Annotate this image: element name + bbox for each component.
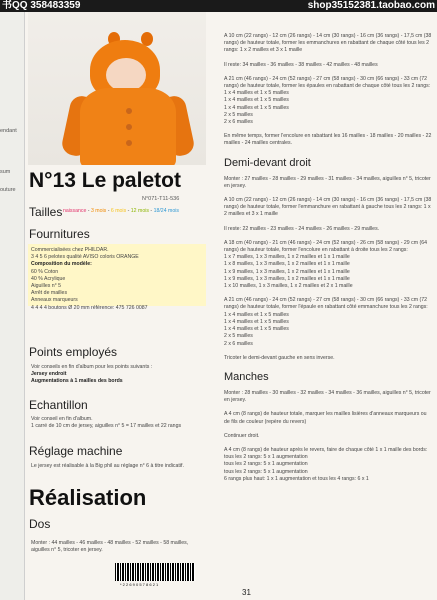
dos-text: Monter : 44 mailles - 46 mailles - 48 mailles - 52 mailles - 58 mailles, aiguilles n° 5, tricoter en jersey. (31, 540, 189, 554)
materials-line-9: 4 4 4 4 boutons Ø 20 mm référence: 475 726 0087 (31, 304, 148, 311)
right-line-15: 1 x 7 mailles, 1 x 3 mailles, 1 x 2 mailles et 1 x 1 maille (224, 254, 350, 261)
gauge-heading: Echantillon (29, 398, 88, 412)
materials-line-1: Commercialisées chez PHILDAR. (31, 247, 109, 253)
machine-text: Le jersey est réalisable à la Big phil au réglage n° 6 à titre indicatif. (31, 463, 184, 469)
stitches-list (31, 364, 203, 386)
stitch-1: Jersey endroit (31, 371, 67, 378)
right-line-16: 1 x 8 mailles, 1 x 3 mailles, 1 x 2 mailles et 1 x 1 maille (224, 261, 350, 268)
right-line-6: 1 x 4 mailles et 1 x 5 mailles (224, 104, 289, 111)
materials-line-5: 40 % Acrylique (31, 275, 66, 282)
size-2: 3 mois (90, 208, 107, 214)
top-left-text: 书QQ 358483359 (2, 0, 81, 11)
right-line-35: 6 rangs plus haut: 1 x 1 augmentation et tous les 4 rangs: 6 x 1 (224, 475, 369, 482)
right-line-9: En même temps, former l'encolure en rabattant les 16 mailles - 18 mailles - 20 mailles - 22 mailles - 24 mailles centrales. (224, 133, 432, 147)
materials-line-6: Aiguilles n° 5 (31, 283, 62, 290)
right-line-12: A 10 cm (22 rangs) - 12 cm (26 rangs) - 14 cm (30 rangs) - 16 cm (36 rangs) - 17,5 cm (38 rangs) de hauteur totale, former l'emmanchure en rabattant à gauche tous les 2 rangs: 1 x 2 mailles et 3 x 1 maille (224, 197, 432, 218)
barcode (115, 563, 195, 581)
right-line-22: 1 x 4 mailles et 1 x 5 mailles (224, 318, 289, 325)
button-2 (126, 124, 132, 130)
right-line-13: Il reste: 22 mailles - 23 mailles - 24 mailles - 26 mailles - 29 mailles. (224, 225, 380, 232)
right-line-34: tous les 2 rangs: 5 x 1 augmentation (224, 468, 308, 475)
button-3 (126, 140, 132, 146)
gauge-line-2: 1 carré de 10 cm de jersey, aiguilles n° 5 = 17 mailles et 22 rangs (31, 423, 182, 430)
materials-line-2: 3 4 5 6 pelotes qualité AVISO coloris ORANGE (31, 254, 139, 261)
left-strip (0, 12, 25, 600)
right-line-33: tous les 2 rangs: 5 x 1 augmentation (224, 461, 308, 468)
page-title: N°13 Le paletot (29, 169, 181, 192)
right-line-4: 1 x 4 mailles et 1 x 5 mailles (224, 90, 289, 97)
top-right-text: shop35152381.taobao.com (307, 0, 435, 11)
right-line-14: A 18 cm (40 rangs) - 21 cm (46 rangs) - 24 cm (52 rangs) - 26 cm (58 rangs) - 29 cm (64 rangs) de hauteur totale, former l'encolure en rabattant à droite tous les 2 rangs: (224, 239, 427, 254)
right-line-31: A 4 cm (8 rangs) de hauteur après le revers, faire de chaque côté 1 x 1 maille des bords: (224, 446, 428, 453)
size-1: naissance (63, 208, 87, 214)
right-line-11: Monter : 27 mailles - 28 mailles - 29 mailles - 31 mailles - 34 mailles, aiguilles n° 5, tricoter en jersey. (224, 175, 431, 189)
materials-line-8: Anneaux marqueurs (31, 297, 78, 304)
right-line-1: A 10 cm (22 rangs) - 12 cm (26 rangs) - 14 cm (30 rangs) - 16 cm (36 rangs) - 17,5 cm (38 rangs) de hauteur totale, former les emmanchures en rabattant de chaque côté tous les 2 rangs: 1 x 2 mailles et 3 x 1 maille (224, 33, 432, 54)
right-line-5: 1 x 4 mailles et 1 x 5 mailles (224, 97, 289, 104)
realisation-heading: Réalisation (29, 485, 147, 510)
stitches-heading: Points employés (29, 345, 118, 359)
right-line-18: 1 x 9 mailles, 1 x 3 mailles, 1 x 2 mailles et 1 x 1 maille (224, 275, 350, 282)
right-line-17: 1 x 9 mailles, 1 x 3 mailles, 1 x 2 mailles et 1 x 1 maille (224, 268, 350, 275)
reference-code: N°071-T11-536 (142, 196, 180, 202)
right-line-28: Monter : 28 mailles - 30 mailles - 32 mailles - 34 mailles - 36 mailles, aiguilles n° 5, tricoter en jersey. (224, 389, 431, 404)
right-line-3: A 21 cm (46 rangs) - 24 cm (52 rangs) - 27 cm (58 rangs) - 30 cm (66 rangs) - 33 cm (72 rangs) de hauteur totale, former les épaules en rabattant de chaque côté tous les 2 rangs: (224, 75, 431, 90)
strip-text-2: sum (0, 169, 11, 175)
right-line-19: 1 x 10 mailles, 1 x 3 mailles, 1 x 2 mailles et 2 x 1 maille (224, 283, 353, 290)
right-line-25: 2 x 6 mailles (224, 340, 253, 347)
strip-text-1: endant (0, 128, 17, 134)
right-line-32: tous les 2 rangs: 5 x 1 augmentation (224, 454, 308, 461)
sizes-heading: Tailles (29, 205, 63, 219)
button-1 (126, 108, 132, 114)
manches-heading: Manches (224, 370, 269, 383)
size-4: 12 mois (130, 208, 149, 214)
stitches-intro: Voir conseils en fin d'album pour les points suivants : (31, 364, 153, 370)
size-5: 18/24 mois (153, 208, 179, 214)
size-3: 6 mois (110, 208, 127, 214)
dos-heading: Dos (29, 517, 51, 531)
right-line-29: A 4 cm (8 rangs) de hauteur totale, marquer les mailles lisières d'anneaux marqueurs ou de fils de couleur (repère du revers) (224, 411, 427, 425)
materials-list (31, 247, 203, 312)
demi-devant-heading: Demi-devant droit (224, 156, 311, 169)
materials-line-3: Composition du modèle: (31, 261, 92, 268)
materials-heading: Fournitures (29, 227, 90, 241)
right-line-30: Continuer droit. (224, 432, 260, 439)
gauge-line-1: Voir conseil en fin d'album. (31, 416, 93, 422)
stitch-2: Augmentations à 1 mailles des bords (31, 378, 123, 385)
barcode-number: * 2 2 6 9 0 5 7 8 6 2 1 (120, 582, 159, 587)
materials-line-7: Arrêt de mailles (31, 290, 68, 297)
gauge-text (31, 416, 203, 430)
materials-line-4: 60 % Coton (31, 268, 59, 275)
right-line-7: 2 x 5 mailles (224, 111, 253, 118)
product-photo (28, 12, 206, 165)
right-line-24: 2 x 5 mailles (224, 333, 253, 340)
right-line-2: Il reste: 34 mailles - 36 mailles - 38 mailles - 42 mailles - 48 mailles (224, 61, 378, 68)
right-line-20: A 21 cm (46 rangs) - 24 cm (52 rangs) - 27 cm (58 rangs) - 30 cm (66 rangs) - 33 cm (72 rangs) de hauteur totale, former l'épaule en rabattant côté emmanchure tous les 2 rangs: (224, 297, 428, 311)
right-line-21: 1 x 4 mailles et 1 x 5 mailles (224, 311, 289, 318)
strip-text-3: outure (0, 187, 16, 193)
page-number: 31 (242, 588, 251, 597)
right-line-23: 1 x 4 mailles et 1 x 5 mailles (224, 326, 289, 333)
right-line-8: 2 x 6 mailles (224, 119, 253, 126)
sizes-list: naissance - 3 mois - 6 mois - 12 mois - 18/24 mois (63, 208, 179, 214)
top-bar (0, 0, 437, 12)
right-line-26: Tricoter le demi-devant gauche en sens inverse. (224, 354, 335, 361)
baby-face (106, 58, 146, 92)
machine-heading: Réglage machine (29, 444, 123, 458)
right-column (224, 33, 432, 483)
